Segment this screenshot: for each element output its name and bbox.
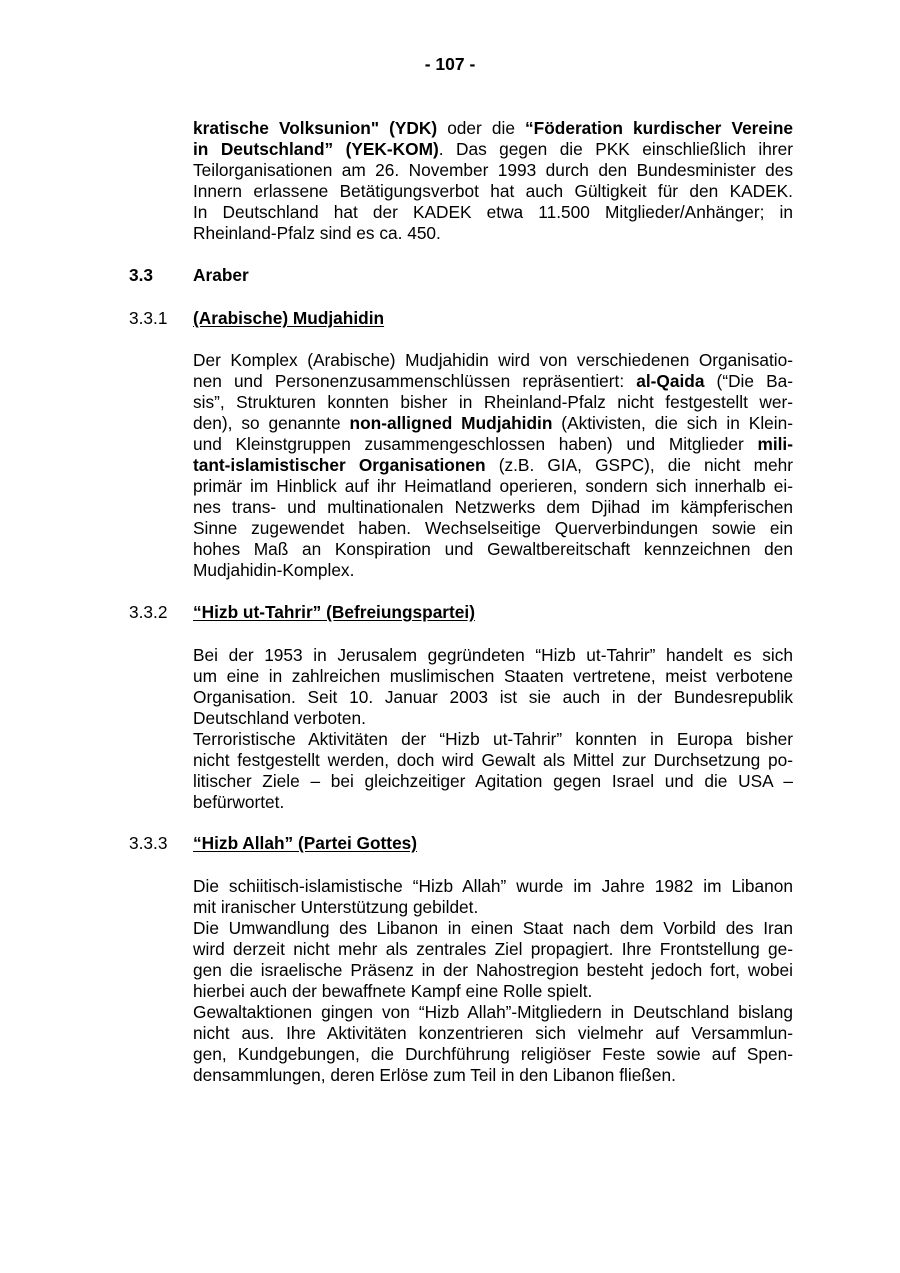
text-run: nicht aus. Ihre Aktivitäten konzentrieren sich vielmehr auf Versammlun- — [193, 1023, 793, 1043]
text-line — [193, 434, 793, 455]
section-number: 3.3.3 — [129, 833, 168, 853]
tahrir-paragraph-2 — [193, 729, 793, 813]
text-line — [193, 371, 793, 392]
allah-paragraph-1 — [193, 876, 793, 918]
text-run: Sinne zugewendet haben. Wechselseitige Querverbindungen sowie ein — [193, 518, 793, 538]
text-line — [193, 708, 793, 729]
text-line — [193, 223, 793, 244]
text-line — [193, 939, 793, 960]
page-number: - 107 - — [424, 54, 476, 74]
bold-text: “Föderation kurdischer Vereine — [525, 118, 793, 138]
text-run: Mudjahidin-Komplex. — [193, 560, 355, 580]
text-run: oder die — [437, 118, 526, 138]
text-run: hierbei auch der bewaffnete Kampf eine Rolle spielt. — [193, 981, 593, 1001]
text-line — [193, 181, 793, 202]
text-run: gen, Kundgebungen, die Durchführung religiöser Feste sowie auf Spen- — [193, 1044, 793, 1064]
text-line — [193, 897, 793, 918]
text-line — [193, 202, 793, 223]
text-line — [193, 1044, 793, 1065]
text-line — [193, 1023, 793, 1044]
text-run: (z.B. GIA, GSPC), die nicht mehr — [485, 455, 793, 475]
text-run: Innern erlassene Betätigungsverbot hat auch Gültigkeit für den KADEK. — [193, 181, 793, 201]
section-title: (Arabische) Mudjahidin — [193, 308, 385, 328]
text-line — [193, 160, 793, 181]
text-run: den), so genannte — [193, 413, 350, 433]
text-run: nen und Personenzusammenschlüssen repräsentiert: — [193, 371, 637, 391]
text-run: hohes Maß an Konspiration und Gewaltbereitschaft kennzeichnen den — [193, 539, 793, 559]
text-line — [193, 1002, 793, 1023]
section-number: 3.3 — [129, 265, 154, 285]
section-number: 3.3.1 — [129, 308, 168, 328]
bold-text: non-alligned Mudjahidin — [349, 413, 553, 433]
text-line — [193, 666, 793, 687]
text-run: Teilorganisationen am 26. November 1993 durch den Bundesminister des — [193, 160, 793, 180]
text-line — [193, 413, 793, 434]
text-line — [193, 792, 793, 813]
text-run: nicht festgestellt werden, doch wird Gewalt als Mittel zur Durchsetzung po- — [193, 750, 793, 770]
text-line — [193, 560, 793, 581]
text-line — [193, 139, 793, 160]
text-run: Die Umwandlung des Libanon in einen Staat nach dem Vorbild des Iran — [193, 918, 793, 938]
section-title: “Hizb Allah” (Partei Gottes) — [193, 833, 418, 853]
text-line — [193, 118, 793, 139]
section-number: 3.3.2 — [129, 602, 168, 622]
text-run: nes trans- und multinationalen Netzwerks dem Djihad im kämpferischen — [193, 497, 793, 517]
bold-text: al-Qaida — [636, 371, 705, 391]
section-title: “Hizb ut-Tahrir” (Befreiungspartei) — [193, 602, 475, 622]
text-run: Gewaltaktionen gingen von “Hizb Allah”-Mitgliedern in Deutschland bislang — [193, 1002, 793, 1022]
allah-paragraph-3 — [193, 1002, 793, 1086]
text-line — [193, 687, 793, 708]
text-line — [193, 750, 793, 771]
text-line — [193, 918, 793, 939]
text-line — [193, 645, 793, 666]
text-run: In Deutschland hat der KADEK etwa 11.500 Mitglieder/Anhänger; in — [193, 202, 793, 222]
text-run: Terroristische Aktivitäten der “Hizb ut-Tahrir” konnten in Europa bisher — [193, 729, 793, 749]
bold-text: in Deutschland” (YEK-KOM) — [193, 139, 439, 159]
text-run: um eine in zahlreichen muslimischen Staaten vertretene, meist verbotene — [193, 666, 793, 686]
text-line — [193, 1065, 793, 1086]
mudjahidin-paragraph — [193, 350, 793, 581]
section-title: Araber — [193, 265, 249, 285]
text-run: Die schiitisch-islamistische “Hizb Allah” wurde im Jahre 1982 im Libanon — [193, 876, 793, 896]
text-run: gen die israelische Präsenz in der Nahostregion besteht jedoch fort, wobei — [193, 960, 793, 980]
text-line — [193, 981, 793, 1002]
bold-text: mili- — [757, 434, 793, 454]
bold-text: tant-islamistischer Organisationen — [193, 455, 486, 475]
text-run: (“Die Ba- — [704, 371, 793, 391]
text-line — [193, 518, 793, 539]
text-run: litischer Ziele – bei gleichzeitiger Agitation gegen Israel und die USA – — [193, 771, 793, 791]
text-line — [193, 476, 793, 497]
text-run: Organisation. Seit 10. Januar 2003 ist sie auch in der Bundesrepublik — [193, 687, 793, 707]
text-run: densammlungen, deren Erlöse zum Teil in den Libanon fließen. — [193, 1065, 676, 1085]
allah-paragraph-2 — [193, 918, 793, 1002]
text-line — [193, 539, 793, 560]
text-line — [193, 960, 793, 981]
text-run: Rheinland-Pfalz sind es ca. 450. — [193, 223, 441, 243]
text-run: wird derzeit nicht mehr als zentrales Ziel propagiert. Ihre Frontstellung ge- — [193, 939, 793, 959]
text-line — [193, 497, 793, 518]
text-line — [193, 392, 793, 413]
text-run: und Kleinstgruppen zusammengeschlossen haben) und Mitglieder — [193, 434, 758, 454]
text-run: sis”, Strukturen konnten bisher in Rheinland-Pfalz nicht festgestellt wer- — [193, 392, 793, 412]
text-line — [193, 771, 793, 792]
text-run: Deutschland verboten. — [193, 708, 366, 728]
tahrir-paragraph-1 — [193, 645, 793, 729]
text-line — [193, 729, 793, 750]
text-run: primär im Hinblick auf ihr Heimatland operieren, sondern sich innerhalb ei- — [193, 476, 793, 496]
text-run: mit iranischer Unterstützung gebildet. — [193, 897, 479, 917]
text-run: Der Komplex (Arabische) Mudjahidin wird von verschiedenen Organisatio- — [193, 350, 793, 370]
text-run: . Das gegen die PKK einschließlich ihrer — [438, 139, 793, 159]
intro-paragraph — [193, 118, 793, 244]
text-run: befürwortet. — [193, 792, 285, 812]
text-run: Bei der 1953 in Jerusalem gegründeten “Hizb ut-Tahrir” handelt es sich — [193, 645, 793, 665]
text-line — [193, 876, 793, 897]
text-line — [193, 350, 793, 371]
text-line — [193, 455, 793, 476]
text-run: (Aktivisten, die sich in Klein- — [552, 413, 793, 433]
bold-text: kratische Volksunion" (YDK) — [193, 118, 438, 138]
